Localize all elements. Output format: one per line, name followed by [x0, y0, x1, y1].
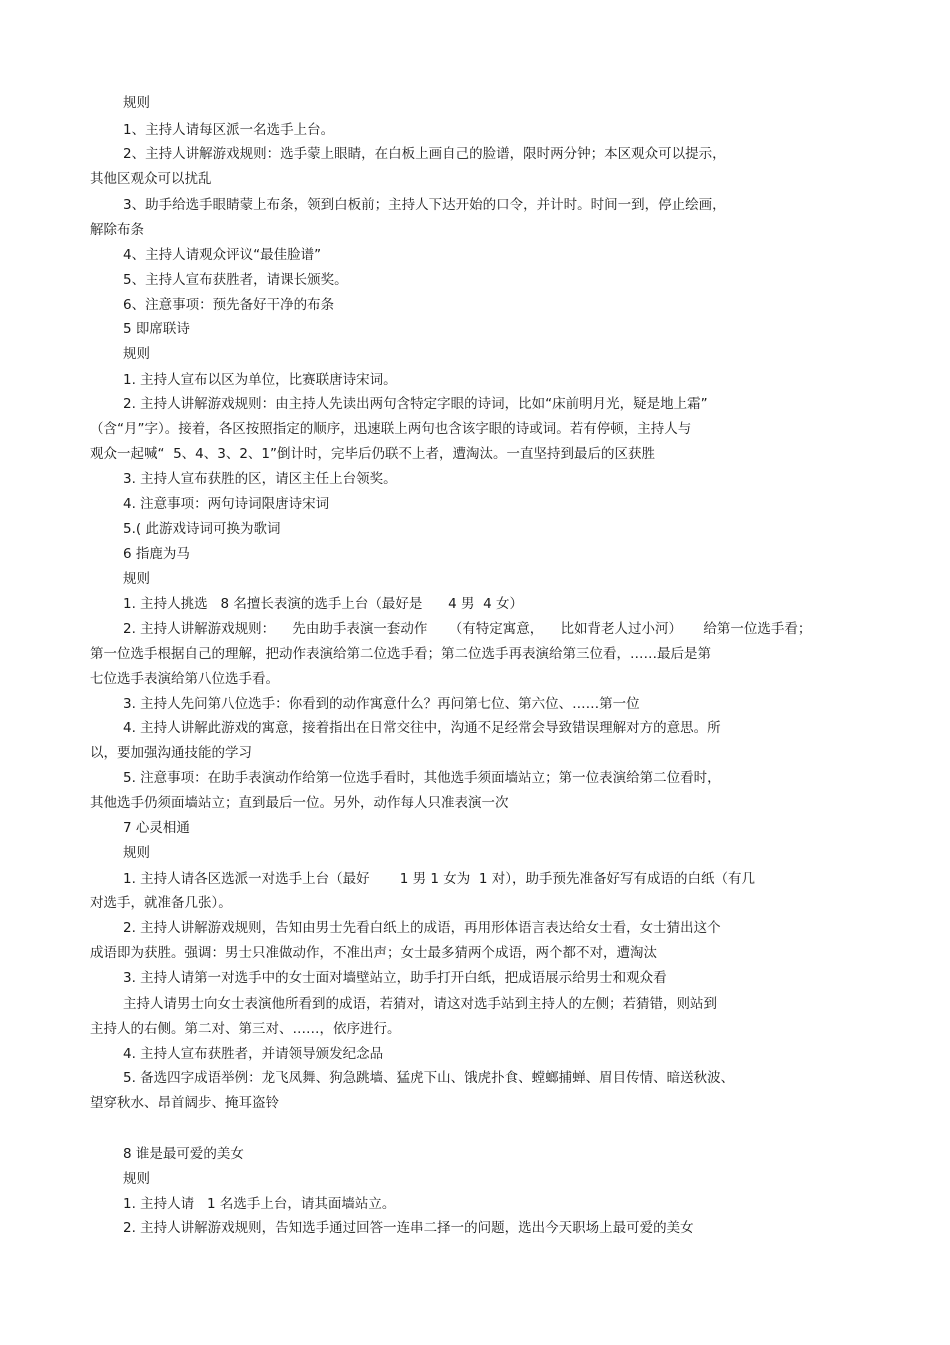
text-line: （含“月”字）。接着，各区按照指定的顺序，迅速联上两句也含该字眼的诗或词。若有停顿，主持人与: [90, 421, 692, 437]
text-line: 4. 主持人讲解此游戏的寓意，接着指出在日常交往中，沟通不足经常会导致错误理解对方的意思。所: [123, 720, 721, 736]
text-line: 2. 主持人讲解游戏规则：由主持人先读出两句含特定字眼的诗词，比如“床前明月光，疑是地上霜”: [123, 396, 708, 412]
text-line: 6 指鹿为马: [123, 546, 190, 562]
text-line: 1. 主持人宣布以区为单位，比赛联唐诗宋词。: [123, 372, 397, 388]
text-line: 5、主持人宣布获胜者，请课长颁奖。: [123, 272, 348, 288]
text-line: 规则: [123, 1171, 150, 1187]
text-line: 2. 主持人讲解游戏规则： 先由助手表演一套动作 （有特定寓意， 比如背老人过小河） 给第一位选手看；: [123, 621, 812, 637]
text-line: 以，要加强沟通技能的学习: [90, 745, 252, 761]
text-line: 3. 主持人宣布获胜的区，请区主任上台领奖。: [123, 471, 397, 487]
text-line: 1、主持人请每区派一名选手上台。: [123, 122, 335, 138]
text-line: 2. 主持人讲解游戏规则，告知选手通过回答一连串二择一的问题，选出今天职场上最可爱的美女: [123, 1220, 694, 1236]
text-line: 解除布条: [90, 222, 144, 238]
text-line: 5. 注意事项：在助手表演动作给第一位选手看时，其他选手须面墙站立；第一位表演给第二位看时，: [123, 770, 721, 786]
text-line: 规则: [123, 571, 150, 587]
text-line: 其他区观众可以扰乱: [90, 171, 212, 187]
text-line: 其他选手仍须面墙站立；直到最后一位。另外，动作每人只准表演一次: [90, 795, 509, 811]
text-line: 4、主持人请观众评议“最佳脸谱”: [123, 247, 322, 263]
text-line: 七位选手表演给第八位选手看。: [90, 671, 279, 687]
text-line: 1. 主持人请 1 名选手上台，请其面墙站立。: [123, 1196, 396, 1212]
text-line: 3. 主持人先问第八位选手：你看到的动作寓意什么？再问第七位、第六位、……第一位: [123, 696, 640, 712]
text-line: 成语即为获胜。强调：男士只准做动作，不准出声；女士最多猜两个成语，两个都不对，遭淘汰: [90, 945, 657, 961]
text-line: 6、注意事项：预先备好干净的布条: [123, 297, 335, 313]
text-line: 规则: [123, 845, 150, 861]
text-line: 5.( 此游戏诗词可换为歌词: [123, 521, 281, 537]
text-line: 4. 注意事项：两句诗词限唐诗宋词: [123, 496, 330, 512]
text-line: 规则: [123, 346, 150, 362]
text-line: 主持人请男士向女士表演他所看到的成语，若猜对，请这对选手站到主持人的左侧；若猜错，则站到: [123, 996, 717, 1012]
text-line: 第一位选手根据自己的理解，把动作表演给第二位选手看；第二位选手再表演给第三位看，……最后是第: [90, 646, 711, 662]
text-line: 对选手，就准备几张）。: [90, 895, 232, 911]
text-line: 2. 主持人讲解游戏规则，告知由男士先看白纸上的成语，再用形体语言表达给女士看，女士猜出这个: [123, 920, 721, 936]
text-line: 望穿秋水、昂首阔步、掩耳盗铃: [90, 1095, 279, 1111]
text-line: 8 谁是最可爱的美女: [123, 1146, 244, 1162]
text-line: 1. 主持人挑选 8 名擅长表演的选手上台（最好是 4 男 4 女）: [123, 596, 524, 612]
text-line: 4. 主持人宣布获胜者，并请领导颁发纪念品: [123, 1046, 384, 1062]
text-line: 3. 主持人请第一对选手中的女士面对墙壁站立，助手打开白纸，把成语展示给男士和观众看: [123, 970, 667, 986]
text-line: 5. 备选四字成语举例：龙飞凤舞、狗急跳墙、猛虎下山、饿虎扑食、螳螂捕蝉、眉目传情、暗送秋波、: [123, 1070, 735, 1086]
text-line: 1. 主持人请各区选派一对选手上台（最好 1 男 1 女为 1 对），助手预先准备好写有成语的白纸（有几: [123, 871, 755, 887]
text-line: 主持人的右侧。第二对、第三对、……，依序进行。: [90, 1021, 401, 1037]
text-line: 3、助手给选手眼睛蒙上布条，领到白板前；主持人下达开始的口令，并计时。时间一到，停止绘画，: [123, 197, 726, 213]
text-line: 规则: [123, 95, 150, 111]
text-line: 观众一起喊“ 5、4、3、2、1”倒计时，完毕后仍联不上者，遭淘汰。一直坚持到最后的区获胜: [90, 446, 656, 462]
text-line: 5 即席联诗: [123, 321, 190, 337]
text-line: 2、主持人讲解游戏规则：选手蒙上眼睛，在白板上画自己的脸谱，限时两分钟；本区观众可以提示，: [123, 146, 726, 162]
text-line: 7 心灵相通: [123, 820, 190, 836]
